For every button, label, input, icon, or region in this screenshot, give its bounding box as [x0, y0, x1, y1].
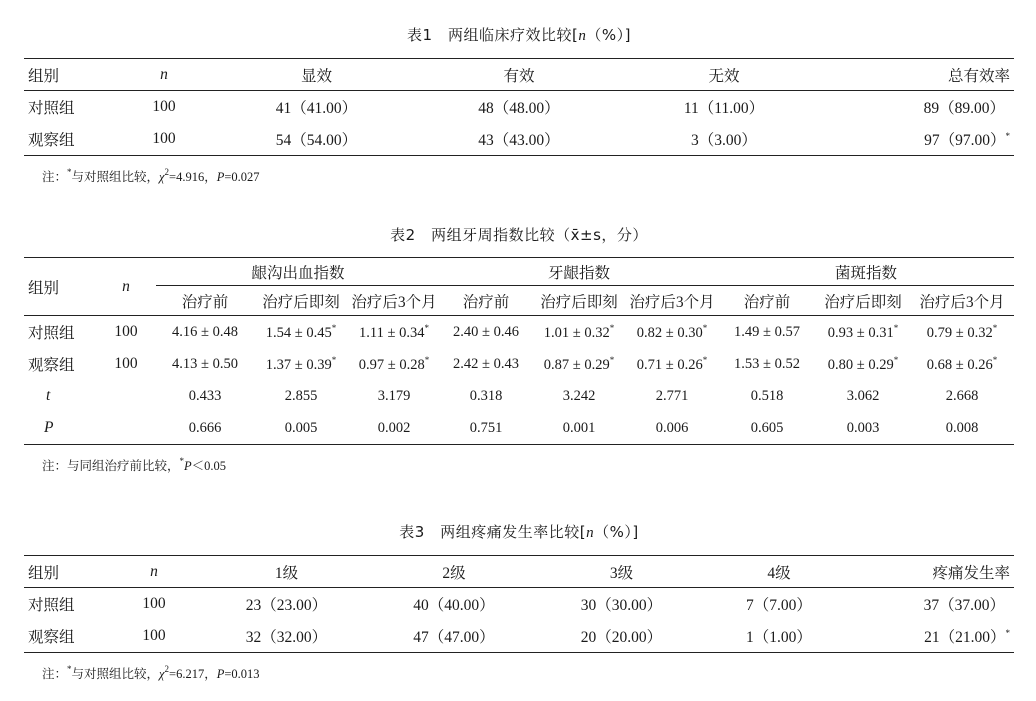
- table2-subheader: 治疗前: [181, 293, 229, 311]
- table1-cell: 11（11.00）: [683, 100, 765, 117]
- significance-mark: *: [331, 322, 337, 333]
- table2-cell: 1.53 ± 0.52: [734, 355, 800, 372]
- table3-cell: 观察组: [28, 629, 75, 646]
- significance-mark: *: [424, 322, 429, 333]
- table2-subheader: 治疗后3个月: [629, 293, 715, 311]
- table3-cell: 40（40.00）: [413, 597, 495, 614]
- table3-header-n: n: [150, 562, 158, 580]
- significance-mark: *: [1005, 131, 1010, 141]
- table3-header-grade4: 4级: [767, 564, 791, 582]
- table2-header-gingival-index: 牙龈指数: [440, 258, 718, 286]
- table3-cell: 23（23.00）: [245, 597, 328, 614]
- significance-mark: *: [609, 354, 615, 365]
- table3-header-group: 组别: [28, 564, 60, 582]
- table1-cell: 100: [152, 98, 176, 115]
- table2-cell: 4.16 ± 0.48: [172, 323, 238, 340]
- table2-cell: 0.518: [750, 387, 784, 404]
- table2-cell: 2.668: [945, 387, 979, 404]
- table2-block: [24, 224, 1014, 473]
- table2-cell: 0.006: [655, 419, 689, 436]
- table-row: [24, 316, 1014, 349]
- table2-cell: 2.40 ± 0.46: [453, 323, 519, 340]
- table2-row-label: 观察组: [28, 357, 75, 374]
- table3-cell: 7（7.00）: [746, 597, 812, 614]
- table2-row-n: [96, 412, 156, 445]
- table2-subheader: 治疗前: [462, 293, 510, 311]
- table2-row-label: P: [44, 419, 54, 436]
- table2-cell: 2.42 ± 0.43: [453, 355, 519, 372]
- table2-cell: 3.242: [562, 387, 596, 404]
- table2-cell: 4.13 ± 0.50: [172, 355, 238, 372]
- table3-header-grade1: 1级: [274, 564, 299, 582]
- table2-subheader: 治疗后即刻: [824, 293, 902, 311]
- table1-header-total: 总有效率: [947, 67, 1010, 85]
- table1-cell: 100: [152, 130, 176, 147]
- table2-subheader: 治疗后3个月: [351, 293, 437, 311]
- table3-cell: 32（32.00）: [245, 629, 328, 646]
- table2-cell-marked: 0.97 ± 0.28*: [358, 354, 430, 373]
- table2-cell: 0.666: [188, 419, 222, 436]
- table2-cell: 0.003: [846, 419, 880, 436]
- table2-cell: 0.005: [284, 419, 318, 436]
- table2-cell-marked: 0.87 ± 0.29*: [543, 354, 615, 373]
- table2-cell: 3.179: [377, 387, 411, 404]
- table3-cell: 100: [142, 627, 166, 644]
- table3-cell: 20（20.00）: [580, 629, 663, 646]
- table2-note: 注：与同组治疗前比较，*P＜0.05: [42, 456, 227, 473]
- table2-row-n: 100: [114, 355, 138, 372]
- table2-row-n: [96, 380, 156, 412]
- table-row: [24, 123, 1014, 156]
- table3: [24, 555, 1014, 653]
- table1-cell: 89（89.00）: [923, 100, 1005, 117]
- significance-mark: *: [893, 322, 899, 333]
- table2-header-row-2: [24, 286, 1014, 316]
- table-row: [24, 620, 1014, 653]
- table2-cell-marked: 0.93 ± 0.31*: [827, 322, 899, 341]
- table1-title: 表1 两组临床疗效比较[n（%）]: [406, 26, 631, 44]
- table1-header-marked: 显效: [300, 67, 332, 85]
- table3-cell: 30（30.00）: [580, 597, 663, 614]
- table2-cell: 0.751: [469, 419, 503, 436]
- table2-cell-marked: 0.79 ± 0.32*: [926, 322, 998, 341]
- table2-cell: 2.771: [655, 387, 689, 404]
- table1-note: 注：*与对照组比较，$\chi^2=4.916$，P=0.027: [42, 167, 260, 184]
- table2-row-n: 100: [114, 323, 138, 340]
- table1-header-group: 组别: [28, 67, 60, 85]
- significance-mark: *: [992, 354, 998, 365]
- table2-cell-marked: 1.11 ± 0.34*: [359, 322, 429, 341]
- significance-mark: *: [424, 354, 430, 365]
- table2-cell: 0.002: [377, 419, 411, 436]
- table-row: [24, 380, 1014, 412]
- table1-cell: 41（41.00）: [275, 100, 358, 117]
- table1-cell: 48（48.00）: [478, 100, 560, 117]
- table2-subheader: 治疗后即刻: [262, 293, 340, 311]
- table2-cell: 0.001: [562, 419, 596, 436]
- table1-cell: 对照组: [28, 100, 75, 117]
- table2-title: 表2 两组牙周指数比较（x̄±s，分）: [390, 226, 648, 244]
- table2-cell-marked: 0.82 ± 0.30*: [636, 322, 708, 341]
- table-row: [24, 91, 1014, 124]
- table2-header-bleeding-index: 龈沟出血指数: [156, 258, 440, 286]
- table3-cell: 对照组: [28, 597, 75, 614]
- table2-header-row-1: [24, 258, 1014, 286]
- table2-cell: 0.433: [188, 387, 222, 404]
- table-row: [24, 412, 1014, 445]
- table1-cell: 3（3.00）: [691, 132, 757, 149]
- table3-header-row: [24, 556, 1014, 588]
- table1: [24, 58, 1014, 156]
- table1-header-row: [24, 59, 1014, 91]
- table2-row-label: 对照组: [28, 325, 75, 342]
- significance-mark: *: [702, 354, 708, 365]
- table1-header-ineffective: 无效: [708, 67, 740, 85]
- table2-cell: 1.49 ± 0.57: [734, 323, 800, 340]
- table2-subheader: 治疗后3个月: [919, 293, 1005, 311]
- table2-cell-marked: 0.71 ± 0.26*: [636, 354, 708, 373]
- table1-block: [24, 24, 1014, 184]
- table2-subheader: 治疗后即刻: [540, 293, 618, 311]
- table3-note: 注：*与对照组比较，$\chi^2=6.217$，P=0.013: [42, 664, 260, 681]
- table3-cell: 1（1.00）: [746, 629, 812, 646]
- table3-cell-marked: 21（21.00）*: [924, 628, 1010, 646]
- table3-header-incidence: 疼痛发生率: [932, 564, 1010, 582]
- table3-header-grade2: 2级: [442, 564, 466, 582]
- significance-mark: *: [992, 322, 998, 333]
- table1-header-effective: 有效: [503, 67, 535, 85]
- table2-cell-marked: 1.01 ± 0.32*: [543, 322, 615, 341]
- table-row: [24, 588, 1014, 621]
- table2-cell: 2.855: [284, 387, 318, 404]
- table2-cell: 0.008: [945, 419, 979, 436]
- table-row: [24, 348, 1014, 380]
- table2-header-plaque-index: 菌斑指数: [718, 258, 1014, 286]
- table2-cell-marked: 1.37 ± 0.39*: [265, 354, 337, 373]
- table2-header-n: n: [96, 258, 156, 316]
- table2-cell: 0.605: [750, 419, 784, 436]
- significance-mark: *: [702, 322, 708, 333]
- table1-cell-marked: 97（97.00）*: [924, 131, 1010, 149]
- table1-cell: 43（43.00）: [478, 132, 560, 149]
- table3-block: [24, 521, 1014, 681]
- table1-cell: 观察组: [28, 132, 75, 149]
- significance-mark: *: [893, 354, 899, 365]
- table2-cell-marked: 1.54 ± 0.45*: [265, 322, 337, 341]
- table2-cell-marked: 0.80 ± 0.29*: [827, 354, 899, 373]
- significance-mark: *: [609, 322, 615, 333]
- significance-mark: *: [331, 354, 337, 365]
- table3-cell: 100: [142, 595, 166, 612]
- table2: [24, 257, 1014, 445]
- table2-header-group: 组别: [24, 258, 96, 316]
- table2-row-label: t: [46, 387, 51, 404]
- table1-header-n: n: [160, 65, 168, 83]
- table1-cell: 54（54.00）: [275, 132, 358, 149]
- table2-cell-marked: 0.68 ± 0.26*: [926, 354, 998, 373]
- table3-cell: 47（47.00）: [413, 629, 495, 646]
- table3-cell: 37（37.00）: [923, 597, 1005, 614]
- table2-cell: 3.062: [846, 387, 880, 404]
- table3-title: 表3 两组疼痛发生率比较[n（%）]: [399, 523, 639, 541]
- significance-mark: *: [1005, 628, 1010, 638]
- table2-cell: 0.318: [469, 387, 503, 404]
- table2-subheader: 治疗前: [743, 293, 791, 311]
- table3-header-grade3: 3级: [609, 564, 634, 582]
